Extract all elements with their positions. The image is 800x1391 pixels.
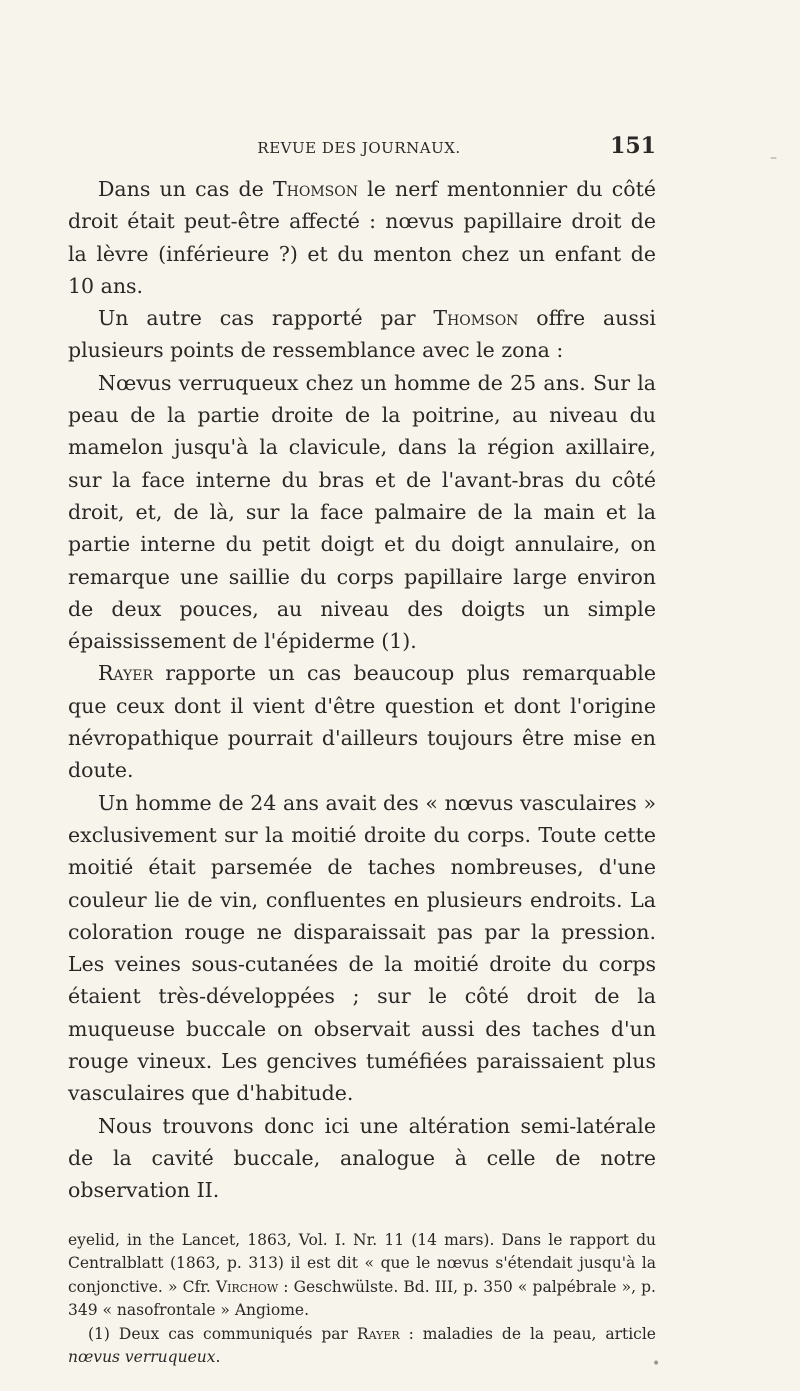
footnote-continuation — [68, 1229, 656, 1323]
text-run: le nerf mentonnier du côté droit était peut-être affecté : nœvus papillaire droit de la lèvre (inférieure ?) et du menton chez un enfant de 10 ans. — [68, 177, 656, 298]
author-name: Rayer — [98, 661, 153, 686]
author-name: Thomson — [433, 306, 519, 331]
text-run: . — [215, 1348, 221, 1366]
text-run: (1) Deux cas communiqués par — [88, 1324, 357, 1343]
footnote-1 — [68, 1323, 656, 1370]
running-head: REVUE DES JOURNAUX. — [257, 139, 461, 157]
text-run: rapporte un cas beaucoup plus remarquable que ceux dont il vient d'être question et dont l'origine névropathique pourrait d'ailleurs toujours être mise en doute. — [68, 661, 656, 783]
author-name: Rayer — [356, 1324, 400, 1343]
paragraph-naevus-verruqueux: Nœvus verruqueux chez un homme de 25 ans. Sur la peau de la partie droite de la poitrine, au niveau du mamelon jusqu'à la clavicule, dans la région axillaire, sur la face interne du bras et de l'avant-bras du côté droit, et, de là, sur la face palmaire de la main et la partie interne du petit doigt et du doigt annulaire, on remarque une saillie du corps papillaire large environ de deux pouces, au niveau des doigts un simple épaississement de l'épiderme (1). — [68, 370, 656, 654]
margin-dash-mark: – — [770, 150, 777, 166]
footnotes — [68, 1229, 656, 1370]
text-run: : Geschwülste. Bd. III, p. 350 « palpébrale », p. 349 « nasofrontale » Angiome. — [68, 1277, 656, 1319]
paragraph-thomson-2 — [68, 302, 656, 367]
text-run: Un autre cas rapporté par — [98, 306, 434, 331]
author-name: Thomson — [272, 177, 358, 201]
paragraph-thomson-1 — [68, 173, 656, 302]
margin-dot-mark: • — [652, 1356, 661, 1372]
body-text — [68, 173, 656, 1207]
paragraph-case-24-ans: Un homme de 24 ans avait des « nœvus vasculaires » exclusivement sur la moitié droite du corps. Toute cette moitié était parsemée de taches nombreuses, d'une couleur lie de vin, confluentes en plusieurs endroits. La coloration rouge ne disparaissait pas par la pression. Les veines sous-cutanées de la moitié droite du corps étaient très-développées ; sur le côté droit de la muqueuse buccale on observait aussi des taches d'un rouge vineux. Les gencives tuméfiées paraissaient plus vasculaires que d'habitude. — [68, 790, 656, 1106]
paragraph-conclusion: Nous trouvons donc ici une altération semi-latérale de la cavité buccale, analogue à celle de notre observation II. — [68, 1113, 656, 1203]
text-run: Dans un cas de — [98, 177, 273, 201]
book-page — [68, 133, 656, 1370]
page-header — [68, 133, 656, 173]
author-name: Virchow — [215, 1277, 279, 1296]
text-run: offre aussi plusieurs points de ressemblance avec le zona : — [68, 306, 656, 363]
text-run: : maladies de la peau, article — [399, 1324, 656, 1343]
page-number: 151 — [610, 133, 656, 159]
paragraph-rayer — [68, 657, 656, 786]
text-run: eyelid, in the Lancet, 1863, Vol. I. Nr. 11 (14 mars). Dans le rapport du Centralblatt (1863, p. 313) il est dit « que le nœvus s'étendait jusqu'à la conjonctive. » Cfr. — [68, 1230, 656, 1296]
italic-term: nœvus verruqueux — [68, 1348, 216, 1366]
